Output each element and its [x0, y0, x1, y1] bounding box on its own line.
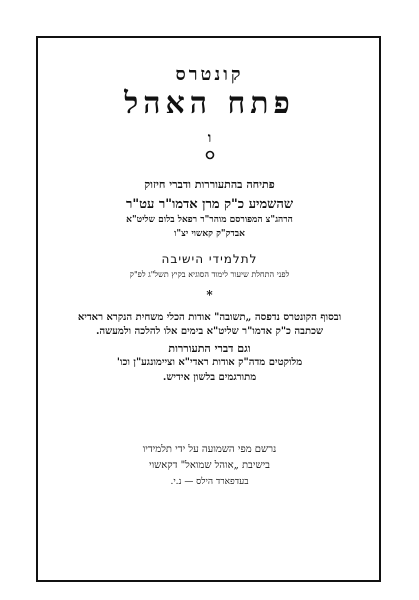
divider-asterisk: * [206, 288, 213, 302]
appendix-line-3: וגם דברי התעוררות [168, 342, 251, 355]
to-students-line: לתלמידי הישיבה [161, 252, 258, 266]
occasion-line: לפני התחלת שיעור לימוד הסוגיא בקיץ תשל"ג לפ"ק [129, 270, 290, 279]
appendix-line-1: ובסוף הקונטרס נדפסה „תשובה" אודות הכלי משחית הנקרא ראדיא [77, 312, 342, 323]
rabbi-title-line: אבדק"ק קאשוי יצ"ו [174, 229, 245, 239]
title-small: קונטרס [175, 64, 244, 85]
recorded-by-line: נרשם מפי השמועה על ידי תלמידיו [142, 444, 277, 455]
appendix-line-5: מתורגמים בלשון אידיש. [162, 372, 257, 383]
volume-number: ו [207, 130, 212, 146]
title-main: פתח האהל [124, 86, 295, 121]
location-line: בעדפארד הילס — נ.י. [170, 477, 249, 487]
heard-from-line: שהשמיע כ"ק מרן אדמו"ר עט"ר [125, 197, 294, 212]
rabbi-name-line: הרהג"צ המפורסם מוהר"ר רפאל בלום שליט"א [126, 215, 293, 225]
appendix-line-2: שכתבה כ"ק אדמו"ר שליט"א בימים אלו להלכה ולמעשה. [95, 326, 324, 337]
appendix-line-4: מלוקטים מדה"ק אודות ראדי"א וציימונגע"ן וכו' [116, 357, 303, 368]
yeshiva-line: בישיבת „אוהל שמואל" דקאשוי [148, 460, 271, 471]
intro-line: פתיחה בהתעוררות ודברי חיזוק [144, 178, 275, 191]
ornament-icon [205, 150, 215, 160]
